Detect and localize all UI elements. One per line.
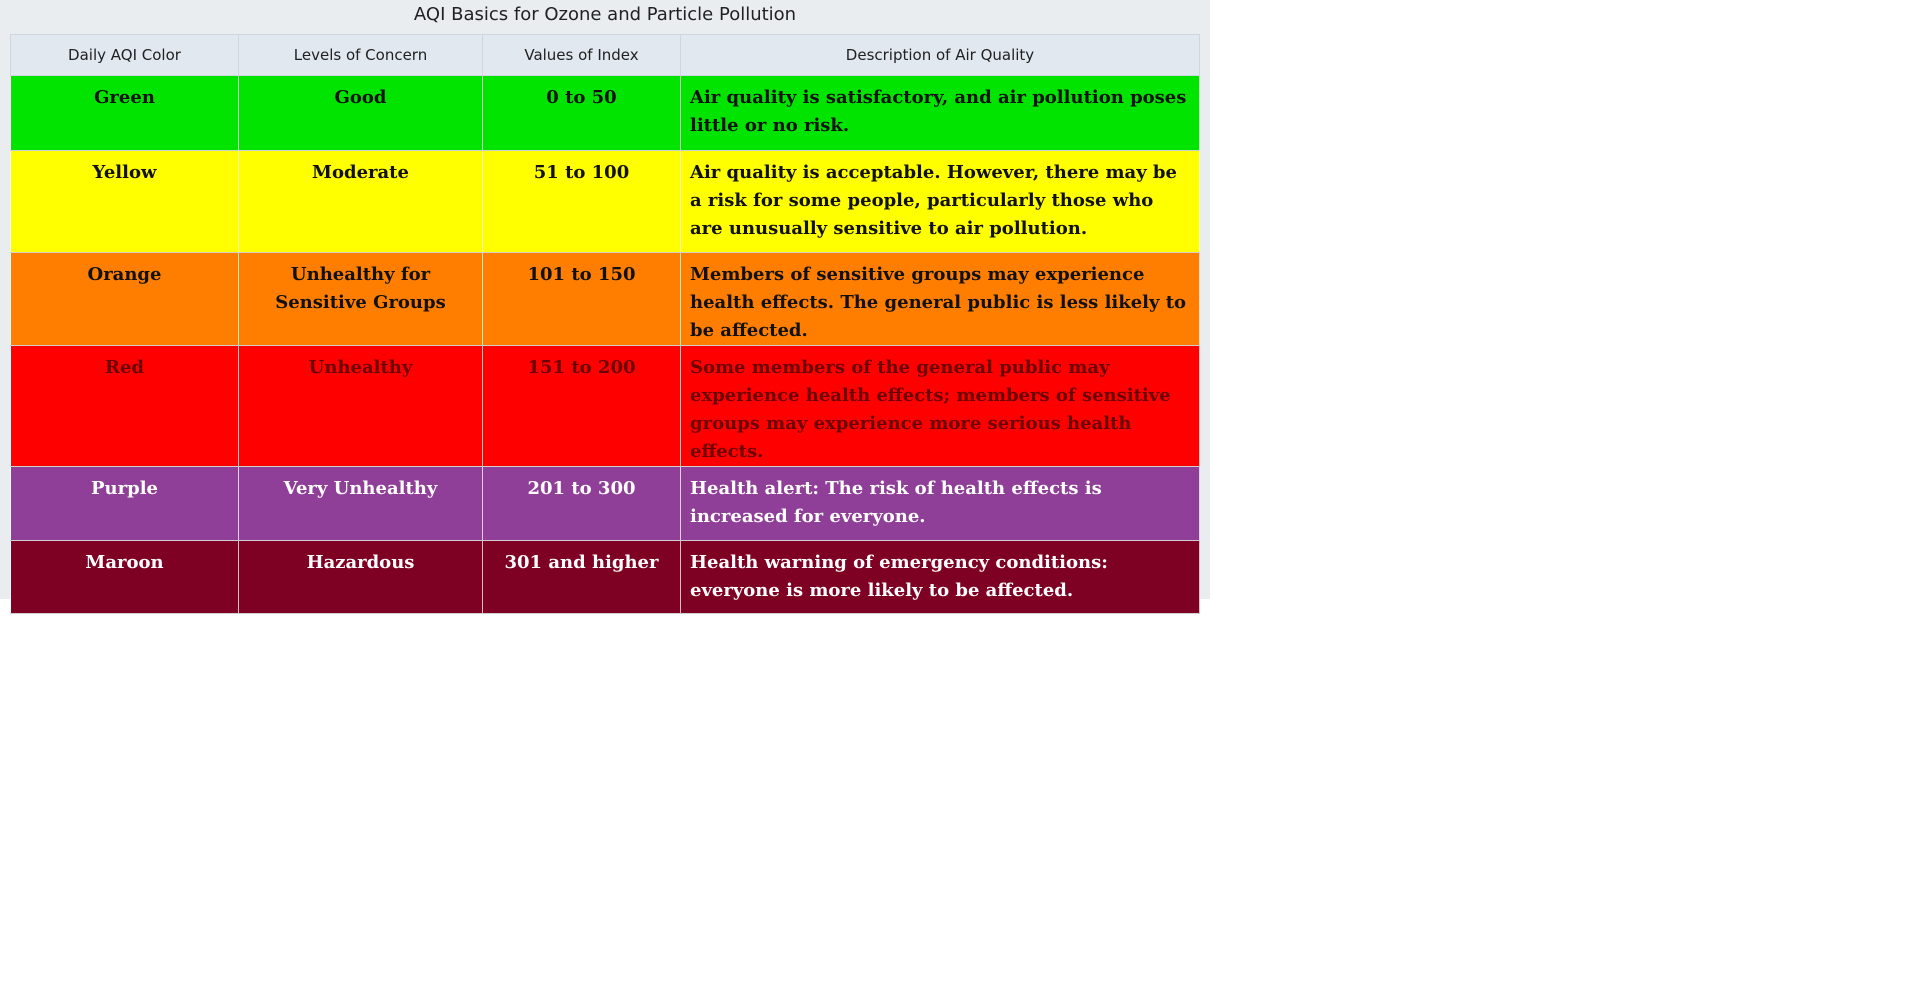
cell-color: Red <box>11 346 239 467</box>
cell-values: 51 to 100 <box>483 151 681 253</box>
table-row-orange <box>11 253 1200 346</box>
table-row-purple <box>11 467 1200 541</box>
cell-level: Very Unhealthy <box>239 467 483 541</box>
table-header-row <box>11 35 1200 76</box>
cell-color: Yellow <box>11 151 239 253</box>
cell-description: Members of sensitive groups may experience health effects. The general public is less likely to be affected. <box>681 253 1200 346</box>
table-row-maroon <box>11 541 1200 614</box>
column-header-level: Levels of Concern <box>239 35 483 76</box>
table-row-red <box>11 346 1200 467</box>
cell-values: 201 to 300 <box>483 467 681 541</box>
cell-color: Maroon <box>11 541 239 614</box>
table-row-yellow <box>11 151 1200 253</box>
cell-level: Good <box>239 76 483 151</box>
cell-description: Air quality is acceptable. However, there may be a risk for some people, particularly those who are unusually sensitive to air pollution. <box>681 151 1200 253</box>
cell-values: 0 to 50 <box>483 76 681 151</box>
column-header-color: Daily AQI Color <box>11 35 239 76</box>
cell-level: Unhealthy <box>239 346 483 467</box>
aqi-table <box>10 34 1200 614</box>
cell-level: Hazardous <box>239 541 483 614</box>
cell-level: Unhealthy for Sensitive Groups <box>239 253 483 346</box>
cell-color: Orange <box>11 253 239 346</box>
cell-description: Air quality is satisfactory, and air pollution poses little or no risk. <box>681 76 1200 151</box>
cell-color: Purple <box>11 467 239 541</box>
cell-values: 301 and higher <box>483 541 681 614</box>
aqi-figure <box>0 0 1210 599</box>
cell-color: Green <box>11 76 239 151</box>
column-header-description: Description of Air Quality <box>681 35 1200 76</box>
cell-values: 151 to 200 <box>483 346 681 467</box>
cell-values: 101 to 150 <box>483 253 681 346</box>
table-row-green <box>11 76 1200 151</box>
cell-description: Health alert: The risk of health effects is increased for everyone. <box>681 467 1200 541</box>
cell-level: Moderate <box>239 151 483 253</box>
column-header-values: Values of Index <box>483 35 681 76</box>
cell-description: Health warning of emergency conditions: everyone is more likely to be affected. <box>681 541 1200 614</box>
cell-description: Some members of the general public may experience health effects; members of sensitive groups may experience more serious health effects. <box>681 346 1200 467</box>
table-caption: AQI Basics for Ozone and Particle Pollution <box>413 4 797 25</box>
